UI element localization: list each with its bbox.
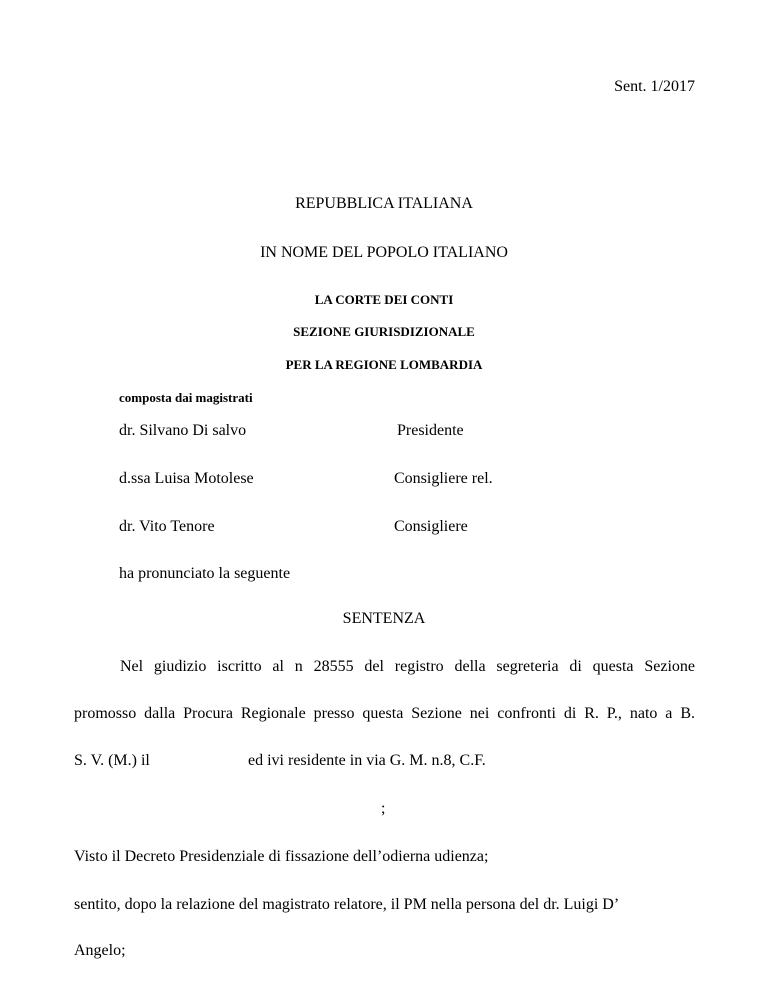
magistrate-role: Consigliere xyxy=(394,518,468,535)
region-heading: PER LA REGIONE LOMBARDIA xyxy=(285,357,483,372)
in-name-heading: IN NOME DEL POPOLO ITALIANO xyxy=(260,244,508,261)
composed-by-label: composta dai magistrati xyxy=(119,390,253,405)
body-paragraph-line: ed ivi residente in via G. M. n.8, C.F. xyxy=(248,752,486,769)
magistrate-role: Presidente xyxy=(397,422,464,439)
republic-heading: REPUBBLICA ITALIANA xyxy=(295,195,473,212)
body-paragraph-line: Nel giudizio iscritto al n 28555 del registro della segreteria di questa Sezione xyxy=(120,658,695,675)
pronounced-text: ha pronunciato la seguente xyxy=(119,565,291,582)
body-paragraph-line: S. V. (M.) il xyxy=(74,752,150,769)
sentence-reference: Sent. 1/2017 xyxy=(614,78,695,95)
body-paragraph-line: Angelo; xyxy=(74,942,126,959)
magistrate-name: dr. Vito Tenore xyxy=(119,518,215,535)
body-paragraph-line: sentito, dopo la relazione del magistrato relatore, il PM nella persona del dr. Luigi D’ xyxy=(74,896,620,913)
magistrate-name: d.ssa Luisa Motolese xyxy=(119,470,254,487)
section-heading: SEZIONE GIURISDIZIONALE xyxy=(293,324,475,339)
semicolon: ; xyxy=(381,800,386,817)
body-paragraph-line: promosso dalla Procura Regionale presso questa Sezione nei confronti di R. P., nato a B. xyxy=(74,705,695,722)
sentence-title: SENTENZA xyxy=(342,610,426,627)
court-heading: LA CORTE DEI CONTI xyxy=(314,292,454,307)
body-paragraph-line: Visto il Decreto Presidenziale di fissazione dell’odierna udienza; xyxy=(74,848,489,865)
magistrate-role: Consigliere rel. xyxy=(394,470,493,487)
magistrate-name: dr. Silvano Di salvo xyxy=(119,422,247,439)
